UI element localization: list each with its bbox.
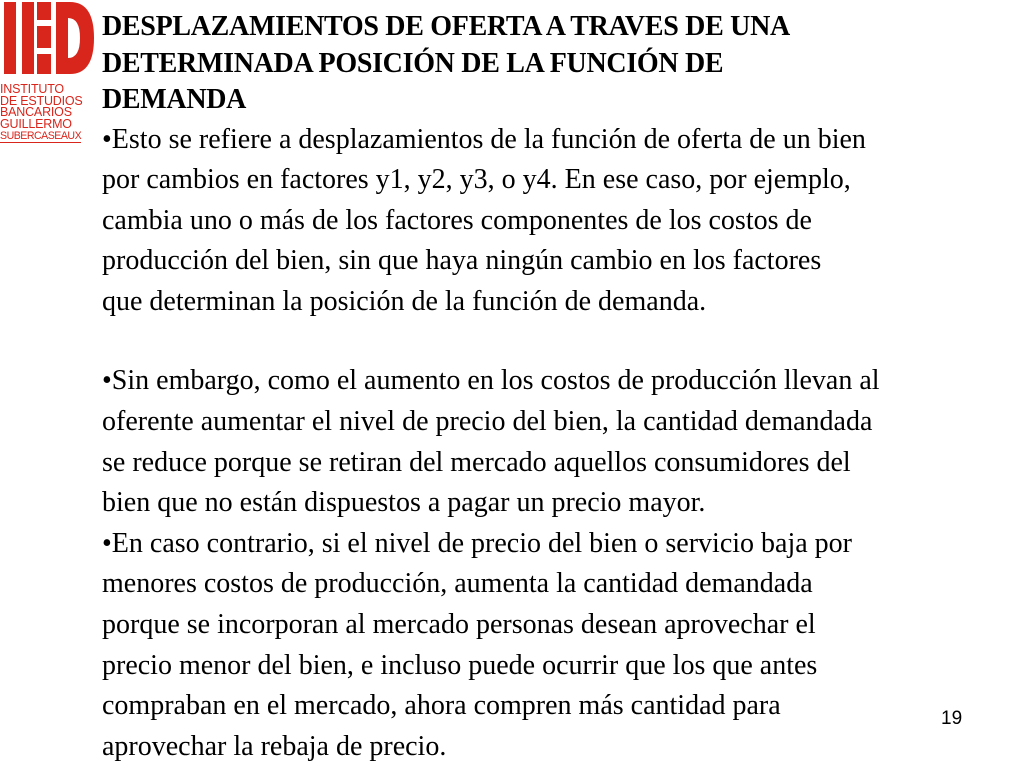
paragraph-line: •En caso contrario, si el nivel de precio del bien o servicio baja por [102,527,852,559]
institute-logo [0,0,96,150]
paragraph-line: producción del bien, sin que haya ningún cambio en los factores [102,245,822,277]
bullet-paragraph [102,361,1024,523]
logo-text [0,84,96,143]
logo-line: GUILLERMO [0,116,72,131]
slide-title [102,9,982,119]
logo-line: INSTITUTO [0,82,64,96]
paragraph-spacer [102,322,1024,361]
paragraph-line: bien que no están dispuestos a pagar un precio mayor. [102,487,706,519]
paragraph-line: por cambios en factores y1, y2, y3, o y4. En ese caso, por ejemplo, [102,164,851,196]
slide-content [102,9,1024,767]
paragraph-line: se reduce porque se retiran del mercado aquellos consumidores del [102,446,851,478]
paragraph-line: •Sin embargo, como el aumento en los costos de producción llevan al [102,365,880,397]
title-line: DEMANDA [102,84,247,115]
logo-line: SUBERCASEAUX [0,130,82,143]
bullet-paragraph [102,120,1024,323]
logo-line: DE ESTUDIOS [0,93,83,108]
paragraph-line: porque se incorporan al mercado personas desean aprovechar el [102,609,816,641]
paragraph-line: oferente aumentar el nivel de precio del bien, la cantidad demandada [102,406,873,438]
title-line: DESPLAZAMIENTOS DE OFERTA A TRAVES DE UNA [102,11,790,42]
paragraph-line: menores costos de producción, aumenta la cantidad demandada [102,568,813,600]
page-number: 19 [941,708,963,729]
paragraph-line: •Esto se refiere a desplazamientos de la función de oferta de un bien [102,123,866,155]
paragraph-line: cambia uno o más de los factores componentes de los costos de [102,204,812,236]
paragraph-line: precio menor del bien, e incluso puede ocurrir que los que antes [102,649,818,681]
logo-line: BANCARIOS [0,105,72,120]
logo-mark-icon [4,2,94,84]
bullet-paragraph [102,524,1024,768]
title-line: DETERMINADA POSICIÓN DE LA FUNCIÓN DE [102,47,724,79]
paragraph-line: que determinan la posición de la función de demanda. [102,285,707,317]
paragraph-line: compraban en el mercado, ahora compren más cantidad para [102,690,781,722]
paragraph-line: aprovechar la rebaja de precio. [102,730,447,762]
